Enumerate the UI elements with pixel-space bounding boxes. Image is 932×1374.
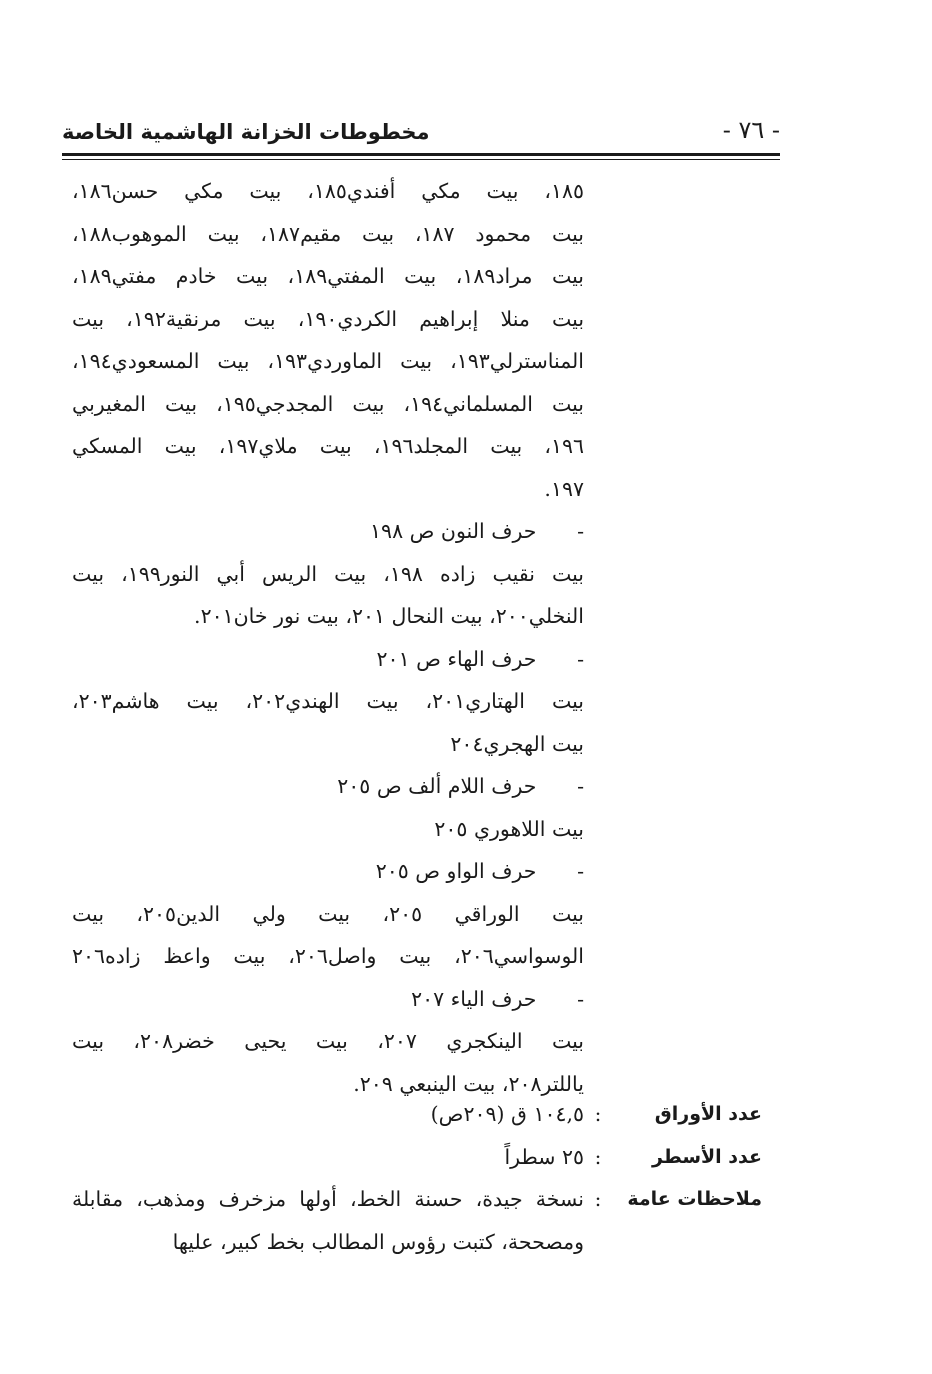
page-header (62, 112, 780, 152)
text-line: بيت محمود ١٨٧، بيت مقيم١٨٧، بيت الموهوب١٨٨، (72, 221, 584, 246)
heading-text: حرف الياء ٢٠٧ (411, 986, 537, 1011)
header-rule-thin (62, 159, 780, 160)
heading-dash: - (577, 519, 584, 543)
field-value (72, 1178, 584, 1221)
letter-heading (72, 978, 584, 1021)
field-label: عدد الأوراق (654, 1103, 762, 1125)
letter-heading (72, 638, 584, 681)
text-line: بيت الهتاري٢٠١، بيت الهندي٢٠٢، بيت هاشم٢٠٣، (72, 689, 584, 713)
field-value-line: ١٠٤,٥ ق (٢٠٩ص) (430, 1102, 584, 1126)
heading-dash: - (577, 859, 584, 883)
running-title: مخطوطات الخزانة الهاشمية الخاصة (62, 120, 430, 144)
text-line: ١٨٥، بيت مكي أفندي١٨٥، بيت مكي حسن١٨٦، (72, 179, 584, 203)
text-line: ١٩٧. (544, 476, 584, 501)
text-line: النخلي٢٠٠، بيت النحال ٢٠١، بيت نور خان٢٠١. (194, 604, 584, 628)
text-line: بيت المسلماني١٩٤، بيت المجدجي١٩٥، بيت المغيربي (72, 391, 584, 416)
field-value-line: ومصححة، كتبت رؤوس المطالب بخط كبير، عليها (172, 1229, 584, 1254)
page-number: - ٧٦ - (722, 116, 780, 144)
letter-heading (72, 765, 584, 808)
text-line: الوسواسي٢٠٦، بيت واصل٢٠٦، بيت واعظ زاده٢٠٦ (72, 944, 584, 968)
text-line: المناسترلي١٩٣، بيت الماوردي١٩٣، بيت المسعودي١٩٤، (72, 349, 584, 373)
heading-dash: - (577, 774, 584, 798)
text-line: بيت مراد١٨٩، بيت المفتي١٨٩، بيت خادم مفتي١٨٩، (72, 264, 584, 288)
field-colon: : (594, 1187, 602, 1211)
body-text (72, 170, 584, 1105)
field-row (72, 1093, 762, 1136)
text-line: بيت نقيب زاده ١٩٨، بيت الريس أبي النور١٩٩، بيت (72, 561, 584, 586)
field-value-line: نسخة جيدة، حسنة الخط، أولها مزخرف ومذهب، مقابلة (72, 1187, 584, 1211)
field-label: ملاحظات عامة (627, 1188, 762, 1210)
letter-heading (72, 850, 584, 893)
field-row (72, 1178, 762, 1221)
text-line: بيت الهجري٢٠٤ (450, 731, 584, 756)
heading-text: حرف النون ص ١٩٨ (370, 519, 537, 543)
field-colon: : (594, 1144, 602, 1169)
field-value (72, 1221, 584, 1264)
text-line: بيت الينكجري ٢٠٧، بيت يحيى خضر٢٠٨، بيت (72, 1029, 584, 1053)
header-rule-thick (62, 153, 780, 156)
heading-dash: - (577, 986, 584, 1011)
text-line: بيت الوراقي ٢٠٥، بيت ولي الدين٢٠٥، بيت (72, 901, 584, 926)
heading-text: حرف اللام ألف ص ٢٠٥ (337, 774, 537, 798)
metadata-fields (72, 1093, 762, 1263)
field-value (72, 1136, 584, 1179)
heading-text: حرف الهاء ص ٢٠١ (376, 646, 537, 671)
field-label: عدد الأسطر (652, 1145, 762, 1168)
field-value-line: ٢٥ سطراً (504, 1144, 584, 1169)
text-line: بيت اللاهوري ٢٠٥ (434, 816, 584, 841)
field-colon: : (594, 1102, 602, 1126)
letter-heading (72, 510, 584, 553)
text-line: بيت منلا إبراهيم الكردي١٩٠، بيت مرنقية١٩٢، بيت (72, 306, 584, 331)
text-line: ياللتر٢٠٨، بيت الينبعي ٢٠٩. (353, 1071, 584, 1096)
heading-text: حرف الواو ص ٢٠٥ (375, 859, 537, 883)
field-value (72, 1093, 584, 1136)
field-row (72, 1221, 762, 1264)
field-row (72, 1136, 762, 1179)
heading-dash: - (577, 646, 584, 671)
text-line: ١٩٦، بيت المجلد١٩٦، بيت ملاي١٩٧، بيت المسكي (72, 434, 584, 458)
